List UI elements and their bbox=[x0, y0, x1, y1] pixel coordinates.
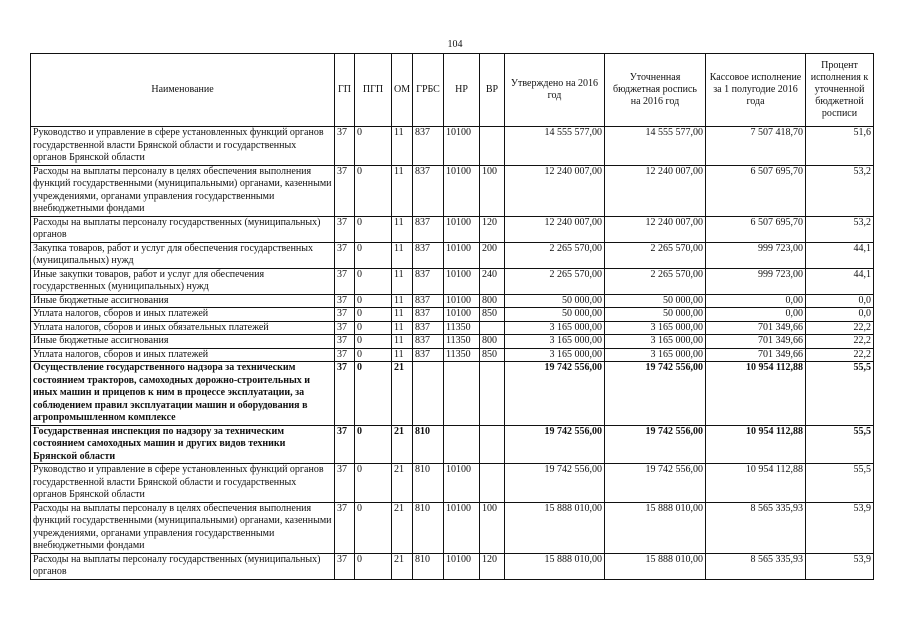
cell-percent: 53,2 bbox=[806, 216, 874, 242]
cell-gp: 37 bbox=[335, 127, 355, 166]
cell-cash: 10 954 112,88 bbox=[706, 464, 806, 503]
cell-vr: 120 bbox=[480, 553, 505, 579]
cell-ppgp: 0 bbox=[355, 335, 392, 349]
cell-ppgp: 0 bbox=[355, 268, 392, 294]
cell-vr: 800 bbox=[480, 335, 505, 349]
cell-gp: 37 bbox=[335, 294, 355, 308]
cell-approved: 19 742 556,00 bbox=[505, 362, 605, 426]
cell-percent: 0,0 bbox=[806, 294, 874, 308]
table-row bbox=[31, 348, 874, 362]
header-gp: ГП bbox=[335, 54, 355, 127]
cell-np: 10100 bbox=[444, 308, 480, 322]
cell-om: 11 bbox=[392, 242, 413, 268]
cell-refined: 3 165 000,00 bbox=[605, 321, 706, 335]
cell-refined: 12 240 007,00 bbox=[605, 165, 706, 216]
cell-name: Расходы на выплаты персоналу в целях обеспечения выполнения функций государственными (муниципальными) органами, казенными учреждениями, органами управления государственными внебюджетными фондами bbox=[31, 165, 335, 216]
cell-np bbox=[444, 425, 480, 464]
cell-np: 10100 bbox=[444, 127, 480, 166]
cell-np: 11350 bbox=[444, 348, 480, 362]
cell-grbs: 810 bbox=[413, 464, 444, 503]
cell-vr bbox=[480, 321, 505, 335]
cell-approved: 2 265 570,00 bbox=[505, 268, 605, 294]
cell-np: 10100 bbox=[444, 553, 480, 579]
cell-percent: 55,5 bbox=[806, 464, 874, 503]
cell-percent: 55,5 bbox=[806, 425, 874, 464]
cell-percent: 44,1 bbox=[806, 242, 874, 268]
cell-gp: 37 bbox=[335, 216, 355, 242]
cell-grbs: 837 bbox=[413, 242, 444, 268]
cell-grbs: 837 bbox=[413, 321, 444, 335]
cell-name: Расходы на выплаты персоналу государственных (муниципальных) органов bbox=[31, 216, 335, 242]
header-vr: ВР bbox=[480, 54, 505, 127]
cell-ppgp: 0 bbox=[355, 425, 392, 464]
cell-refined: 19 742 556,00 bbox=[605, 425, 706, 464]
cell-vr: 100 bbox=[480, 502, 505, 553]
cell-refined: 50 000,00 bbox=[605, 294, 706, 308]
cell-gp: 37 bbox=[335, 268, 355, 294]
cell-approved: 14 555 577,00 bbox=[505, 127, 605, 166]
cell-cash: 10 954 112,88 bbox=[706, 425, 806, 464]
cell-name: Уплата налогов, сборов и иных обязательных платежей bbox=[31, 321, 335, 335]
table-row bbox=[31, 464, 874, 503]
cell-approved: 12 240 007,00 bbox=[505, 216, 605, 242]
cell-np: 10100 bbox=[444, 464, 480, 503]
cell-grbs: 837 bbox=[413, 308, 444, 322]
cell-vr bbox=[480, 127, 505, 166]
cell-cash: 999 723,00 bbox=[706, 268, 806, 294]
table-row bbox=[31, 362, 874, 426]
cell-name: Уплата налогов, сборов и иных платежей bbox=[31, 348, 335, 362]
cell-approved: 3 165 000,00 bbox=[505, 321, 605, 335]
cell-om: 11 bbox=[392, 165, 413, 216]
cell-grbs: 837 bbox=[413, 348, 444, 362]
cell-vr bbox=[480, 464, 505, 503]
cell-vr bbox=[480, 362, 505, 426]
cell-percent: 55,5 bbox=[806, 362, 874, 426]
cell-om: 21 bbox=[392, 553, 413, 579]
table-row bbox=[31, 308, 874, 322]
cell-percent: 53,2 bbox=[806, 165, 874, 216]
cell-vr: 200 bbox=[480, 242, 505, 268]
page-number: 104 bbox=[447, 39, 463, 50]
cell-cash: 701 349,66 bbox=[706, 348, 806, 362]
cell-grbs: 837 bbox=[413, 294, 444, 308]
cell-np: 10100 bbox=[444, 502, 480, 553]
cell-vr bbox=[480, 425, 505, 464]
cell-cash: 7 507 418,70 bbox=[706, 127, 806, 166]
table-row bbox=[31, 165, 874, 216]
cell-gp: 37 bbox=[335, 348, 355, 362]
cell-grbs: 837 bbox=[413, 127, 444, 166]
cell-cash: 8 565 335,93 bbox=[706, 553, 806, 579]
cell-refined: 12 240 007,00 bbox=[605, 216, 706, 242]
cell-om: 11 bbox=[392, 294, 413, 308]
cell-vr: 240 bbox=[480, 268, 505, 294]
cell-approved: 15 888 010,00 bbox=[505, 502, 605, 553]
header-refined: Уточненная бюджетная роспись на 2016 год bbox=[605, 54, 706, 127]
cell-np: 10100 bbox=[444, 242, 480, 268]
cell-ppgp: 0 bbox=[355, 165, 392, 216]
cell-name: Закупка товаров, работ и услуг для обеспечения государственных (муниципальных) нужд bbox=[31, 242, 335, 268]
cell-om: 21 bbox=[392, 464, 413, 503]
cell-approved: 2 265 570,00 bbox=[505, 242, 605, 268]
cell-approved: 3 165 000,00 bbox=[505, 335, 605, 349]
cell-grbs: 810 bbox=[413, 502, 444, 553]
table-row bbox=[31, 268, 874, 294]
cell-grbs: 837 bbox=[413, 335, 444, 349]
cell-cash: 0,00 bbox=[706, 308, 806, 322]
cell-np: 11350 bbox=[444, 321, 480, 335]
cell-cash: 6 507 695,70 bbox=[706, 216, 806, 242]
cell-grbs: 810 bbox=[413, 425, 444, 464]
table-body bbox=[31, 127, 874, 580]
cell-om: 11 bbox=[392, 321, 413, 335]
cell-percent: 0,0 bbox=[806, 308, 874, 322]
cell-cash: 6 507 695,70 bbox=[706, 165, 806, 216]
cell-refined: 3 165 000,00 bbox=[605, 348, 706, 362]
cell-ppgp: 0 bbox=[355, 308, 392, 322]
cell-name: Расходы на выплаты персоналу в целях обеспечения выполнения функций государственными (муниципальными) органами, казенными учреждениями, органами управления государственными внебюджетными фондами bbox=[31, 502, 335, 553]
cell-refined: 3 165 000,00 bbox=[605, 335, 706, 349]
header-percent: Процент исполнения к уточненной бюджетной росписи bbox=[806, 54, 874, 127]
cell-cash: 8 565 335,93 bbox=[706, 502, 806, 553]
cell-np: 10100 bbox=[444, 294, 480, 308]
table-row bbox=[31, 242, 874, 268]
cell-gp: 37 bbox=[335, 502, 355, 553]
cell-np bbox=[444, 362, 480, 426]
cell-np: 10100 bbox=[444, 165, 480, 216]
table-header-row bbox=[31, 54, 874, 127]
cell-grbs: 837 bbox=[413, 165, 444, 216]
table-row bbox=[31, 127, 874, 166]
budget-table bbox=[30, 53, 874, 580]
cell-om: 21 bbox=[392, 502, 413, 553]
cell-np: 10100 bbox=[444, 268, 480, 294]
cell-ppgp: 0 bbox=[355, 502, 392, 553]
table-row bbox=[31, 216, 874, 242]
cell-approved: 15 888 010,00 bbox=[505, 553, 605, 579]
cell-refined: 14 555 577,00 bbox=[605, 127, 706, 166]
cell-approved: 12 240 007,00 bbox=[505, 165, 605, 216]
cell-name: Осуществление государственного надзора за техническим состоянием тракторов, самоходных дорожно-строительных и иных машин и прицепов к ним в процессе эксплуатации, за соблюдением правил эксплуатации машин и оборудования в агропромышленном комплексе bbox=[31, 362, 335, 426]
cell-percent: 51,6 bbox=[806, 127, 874, 166]
cell-ppgp: 0 bbox=[355, 216, 392, 242]
cell-vr: 850 bbox=[480, 348, 505, 362]
cell-refined: 50 000,00 bbox=[605, 308, 706, 322]
cell-ppgp: 0 bbox=[355, 362, 392, 426]
table-row bbox=[31, 425, 874, 464]
cell-name: Расходы на выплаты персоналу государственных (муниципальных) органов bbox=[31, 553, 335, 579]
cell-grbs: 837 bbox=[413, 268, 444, 294]
cell-name: Руководство и управление в сфере установленных функций органов государственной власти Брянской области и государственных органов Брянской области bbox=[31, 127, 335, 166]
cell-np: 11350 bbox=[444, 335, 480, 349]
header-np: НР bbox=[444, 54, 480, 127]
cell-om: 11 bbox=[392, 308, 413, 322]
cell-cash: 0,00 bbox=[706, 294, 806, 308]
cell-grbs: 837 bbox=[413, 216, 444, 242]
cell-ppgp: 0 bbox=[355, 294, 392, 308]
cell-refined: 15 888 010,00 bbox=[605, 553, 706, 579]
table-row bbox=[31, 335, 874, 349]
cell-gp: 37 bbox=[335, 308, 355, 322]
cell-name: Иные бюджетные ассигнования bbox=[31, 294, 335, 308]
cell-refined: 2 265 570,00 bbox=[605, 242, 706, 268]
header-grbs: ГРБС bbox=[413, 54, 444, 127]
cell-np: 10100 bbox=[444, 216, 480, 242]
cell-ppgp: 0 bbox=[355, 242, 392, 268]
cell-om: 11 bbox=[392, 216, 413, 242]
cell-percent: 53,9 bbox=[806, 553, 874, 579]
cell-percent: 22,2 bbox=[806, 321, 874, 335]
header-name: Наименование bbox=[31, 54, 335, 127]
table-row bbox=[31, 321, 874, 335]
cell-om: 11 bbox=[392, 335, 413, 349]
cell-percent: 53,9 bbox=[806, 502, 874, 553]
cell-cash: 999 723,00 bbox=[706, 242, 806, 268]
cell-ppgp: 0 bbox=[355, 321, 392, 335]
cell-refined: 19 742 556,00 bbox=[605, 464, 706, 503]
cell-refined: 2 265 570,00 bbox=[605, 268, 706, 294]
cell-om: 21 bbox=[392, 362, 413, 426]
cell-gp: 37 bbox=[335, 553, 355, 579]
cell-percent: 22,2 bbox=[806, 348, 874, 362]
cell-approved: 50 000,00 bbox=[505, 308, 605, 322]
cell-om: 11 bbox=[392, 348, 413, 362]
cell-approved: 19 742 556,00 bbox=[505, 464, 605, 503]
cell-refined: 15 888 010,00 bbox=[605, 502, 706, 553]
cell-name: Государственная инспекция по надзору за техническим состоянием самоходных машин и других видов техники Брянской области bbox=[31, 425, 335, 464]
cell-cash: 701 349,66 bbox=[706, 321, 806, 335]
cell-gp: 37 bbox=[335, 425, 355, 464]
cell-gp: 37 bbox=[335, 242, 355, 268]
cell-om: 21 bbox=[392, 425, 413, 464]
cell-vr: 100 bbox=[480, 165, 505, 216]
cell-name: Уплата налогов, сборов и иных платежей bbox=[31, 308, 335, 322]
table-row bbox=[31, 294, 874, 308]
cell-approved: 3 165 000,00 bbox=[505, 348, 605, 362]
cell-name: Руководство и управление в сфере установленных функций органов государственной власти Брянской области и государственных органов Брянской области bbox=[31, 464, 335, 503]
table-row bbox=[31, 553, 874, 579]
cell-ppgp: 0 bbox=[355, 464, 392, 503]
cell-name: Иные бюджетные ассигнования bbox=[31, 335, 335, 349]
cell-vr: 850 bbox=[480, 308, 505, 322]
header-approved: Утверждено на 2016 год bbox=[505, 54, 605, 127]
cell-om: 11 bbox=[392, 268, 413, 294]
cell-gp: 37 bbox=[335, 321, 355, 335]
cell-gp: 37 bbox=[335, 464, 355, 503]
cell-refined: 19 742 556,00 bbox=[605, 362, 706, 426]
header-cash: Кассовое исполнение за 1 полугодие 2016 года bbox=[706, 54, 806, 127]
cell-vr: 120 bbox=[480, 216, 505, 242]
cell-ppgp: 0 bbox=[355, 553, 392, 579]
cell-ppgp: 0 bbox=[355, 348, 392, 362]
cell-grbs: 810 bbox=[413, 553, 444, 579]
cell-grbs bbox=[413, 362, 444, 426]
cell-cash: 701 349,66 bbox=[706, 335, 806, 349]
cell-vr: 800 bbox=[480, 294, 505, 308]
cell-name: Иные закупки товаров, работ и услуг для обеспечения государственных (муниципальных) нужд bbox=[31, 268, 335, 294]
cell-approved: 19 742 556,00 bbox=[505, 425, 605, 464]
table-row bbox=[31, 502, 874, 553]
cell-approved: 50 000,00 bbox=[505, 294, 605, 308]
cell-percent: 22,2 bbox=[806, 335, 874, 349]
cell-cash: 10 954 112,88 bbox=[706, 362, 806, 426]
cell-gp: 37 bbox=[335, 335, 355, 349]
header-ppgp: ПГП bbox=[355, 54, 392, 127]
cell-gp: 37 bbox=[335, 165, 355, 216]
cell-percent: 44,1 bbox=[806, 268, 874, 294]
cell-gp: 37 bbox=[335, 362, 355, 426]
cell-ppgp: 0 bbox=[355, 127, 392, 166]
cell-om: 11 bbox=[392, 127, 413, 166]
header-om: ОМ bbox=[392, 54, 413, 127]
